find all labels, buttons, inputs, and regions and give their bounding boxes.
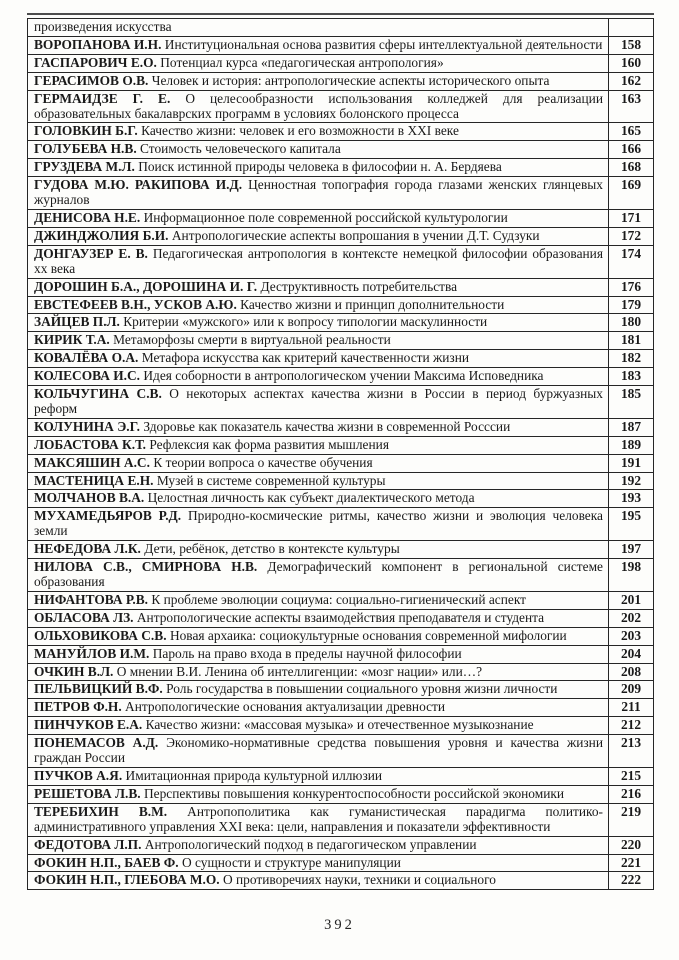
entry-title: Качество жизни: человек и его возможности в XXI веке xyxy=(141,123,459,139)
entry-page: 180 xyxy=(609,314,654,332)
entry-cell xyxy=(28,314,609,332)
entry-cell xyxy=(28,609,609,627)
toc-table-body xyxy=(28,19,654,890)
entry-title: Информационное поле современной российской культурологии xyxy=(143,209,508,225)
entry-title: Институциональная основа развития сферы интеллектуальной деятельности xyxy=(164,36,603,52)
entry-cell xyxy=(28,436,609,454)
entry-authors: ПЕТРОВ Ф.Н. xyxy=(34,699,122,715)
entry-title: Метафора искусства как критерий качественности жизни xyxy=(141,350,470,366)
entry-authors: ОБЛАСОВА ЛЗ. xyxy=(34,609,134,625)
entry-title: произведения искусства xyxy=(34,19,172,34)
entry-title: Стоимость человеческого капитала xyxy=(140,141,341,157)
table-row xyxy=(28,436,654,454)
entry-authors: ГРУЗДЕВА М.Л. xyxy=(34,159,135,175)
table-row xyxy=(28,472,654,490)
entry-title: Дети, ребёнок, детство в контексте культуры xyxy=(144,541,400,557)
entry-page: 165 xyxy=(609,123,654,141)
entry-title: Имитационная природа культурной иллюзии xyxy=(125,767,383,783)
entry-authors: ГЕРМАИДЗЕ Г. Е. xyxy=(34,90,171,106)
table-row xyxy=(28,350,654,368)
entry-cell xyxy=(28,177,609,210)
entry-cell xyxy=(28,72,609,90)
entry-authors: ФОКИН Н.П., ГЛЕБОВА М.О. xyxy=(34,872,220,888)
entry-authors: КИРИК Т.А. xyxy=(34,332,110,348)
entry-authors: МАСТЕНИЦА Е.Н. xyxy=(34,472,154,488)
entry-page: 171 xyxy=(609,209,654,227)
entry-title: Поиск истинной природы человека в философии н. А. Бердяева xyxy=(138,159,502,175)
toc-table xyxy=(27,18,654,890)
entry-cell xyxy=(28,735,609,768)
entry-page: 195 xyxy=(609,508,654,541)
page-footer-number: 392 xyxy=(324,917,355,933)
entry-title: О противоречиях науки, техники и социального xyxy=(223,872,496,888)
entry-page: 185 xyxy=(609,386,654,419)
entry-authors: ГОЛУБЕВА Н.В. xyxy=(34,141,137,157)
entry-title: К теории вопроса о качестве обучения xyxy=(153,454,373,470)
entry-title: Природно-космические ритмы, качество жизни и эволюция человека земли xyxy=(34,508,604,539)
entry-cell xyxy=(28,278,609,296)
entry-page: 182 xyxy=(609,350,654,368)
table-row xyxy=(28,645,654,663)
entry-page: 158 xyxy=(609,36,654,54)
entry-page: 220 xyxy=(609,836,654,854)
entry-page: 162 xyxy=(609,72,654,90)
entry-cell xyxy=(28,368,609,386)
table-row xyxy=(28,159,654,177)
table-row xyxy=(28,767,654,785)
entry-authors: НИЛОВА С.В., СМИРНОВА Н.В. xyxy=(34,559,258,575)
table-row xyxy=(28,591,654,609)
entry-cell xyxy=(28,90,609,123)
entry-authors: ЛОБАСТОВА К.Т. xyxy=(34,436,147,452)
entry-cell xyxy=(28,872,609,890)
entry-cell xyxy=(28,627,609,645)
entry-cell xyxy=(28,591,609,609)
entry-title: Экономико-нормативные средства повышения уровня и качества жизни граждан России xyxy=(34,735,603,766)
entry-authors: МУХАМЕДЬЯРОВ Р.Д. xyxy=(34,508,182,524)
entry-cell xyxy=(28,141,609,159)
entry-cell xyxy=(28,245,609,278)
entry-cell xyxy=(28,559,609,592)
entry-title: Педагогическая антропология в контексте немецкой философии образования хх века xyxy=(34,245,603,276)
entry-cell xyxy=(28,54,609,72)
entry-title: О некоторых аспектах качества жизни в России в период буржуазных реформ xyxy=(34,386,603,416)
table-row xyxy=(28,854,654,872)
entry-authors: ФОКИН Н.П., БАЕВ Ф. xyxy=(34,854,179,870)
table-row xyxy=(28,296,654,314)
entry-page: 189 xyxy=(609,436,654,454)
entry-title: Ценностная топография города глазами женских глянцевых журналов xyxy=(34,177,603,208)
table-row xyxy=(28,386,654,419)
entry-cell xyxy=(28,645,609,663)
entry-title: О сущности и структуре манипуляции xyxy=(181,854,401,870)
entry-title: Антропологические основания актуализации древности xyxy=(125,699,446,715)
entry-cell xyxy=(28,227,609,245)
table-row xyxy=(28,663,654,681)
table-row xyxy=(28,177,654,210)
table-row xyxy=(28,836,654,854)
entry-title: К проблеме эволюции социума: социально-гигиенический аспект xyxy=(151,591,527,607)
entry-title: Целостная личность как субъект диалектического метода xyxy=(147,490,475,506)
entry-cell xyxy=(28,19,609,37)
table-row xyxy=(28,785,654,803)
table-row xyxy=(28,627,654,645)
entry-authors: ГЕРАСИМОВ О.В. xyxy=(34,72,149,88)
table-row xyxy=(28,717,654,735)
entry-cell xyxy=(28,663,609,681)
entry-page: 191 xyxy=(609,454,654,472)
table-row xyxy=(28,541,654,559)
entry-cell xyxy=(28,350,609,368)
entry-title: Критерии «мужского» или к вопросу типологии маскулинности xyxy=(123,314,488,330)
entry-page: 179 xyxy=(609,296,654,314)
entry-cell xyxy=(28,541,609,559)
entry-page: 202 xyxy=(609,609,654,627)
entry-authors: ТЕРЕБИХИН В.М. xyxy=(34,803,168,819)
entry-authors: НЕФЕДОВА Л.К. xyxy=(34,541,141,557)
entry-authors: ДЕНИСОВА Н.Е. xyxy=(34,209,141,225)
entry-title: Метаморфозы смерти в виртуальной реальности xyxy=(113,332,391,348)
entry-cell xyxy=(28,472,609,490)
entry-page: 197 xyxy=(609,541,654,559)
entry-authors: ДЖИНДЖОЛИЯ Б.И. xyxy=(34,227,169,243)
entry-title: Потенциал курса «педагогическая антропология» xyxy=(160,54,444,70)
entry-title: Качество жизни и принцип дополнительности xyxy=(240,296,505,312)
table-row xyxy=(28,454,654,472)
entry-authors: ГАСПАРОВИЧ Е.О. xyxy=(34,54,157,70)
entry-page: 209 xyxy=(609,681,654,699)
entry-title: Качество жизни: «массовая музыка» и отечественное музыкознание xyxy=(145,717,534,733)
entry-authors: ЕВСТЕФЕЕВ В.Н., УСКОВ А.Ю. xyxy=(34,296,237,312)
entry-page: 204 xyxy=(609,645,654,663)
entry-authors: КОЛУНИНА Э.Г. xyxy=(34,418,140,434)
entry-page xyxy=(609,19,654,37)
entry-authors: ВОРОПАНОВА И.Н. xyxy=(34,36,162,52)
entry-authors: КОЛЬЧУГИНА С.В. xyxy=(34,386,162,402)
table-row xyxy=(28,314,654,332)
entry-cell xyxy=(28,490,609,508)
entry-cell xyxy=(28,386,609,419)
entry-cell xyxy=(28,717,609,735)
table-row xyxy=(28,872,654,890)
entry-page: 160 xyxy=(609,54,654,72)
table-row xyxy=(28,123,654,141)
entry-authors: МОЛЧАНОВ В.А. xyxy=(34,490,145,506)
entry-page: 166 xyxy=(609,141,654,159)
entry-page: 168 xyxy=(609,159,654,177)
entry-title: Антропологические аспекты вопрошания в учении Д.Т. Судзуки xyxy=(171,227,540,243)
entry-title: Идея соборности в антропологическом учении Максима Исповедника xyxy=(143,368,544,384)
entry-authors: ПИНЧУКОВ Е.А. xyxy=(34,717,143,733)
entry-title: Антропологические аспекты взаимодействия преподавателя и студента xyxy=(136,609,545,625)
entry-authors: ГОЛОВКИН Б.Г. xyxy=(34,123,138,139)
entry-cell xyxy=(28,785,609,803)
entry-cell xyxy=(28,123,609,141)
entry-title: Перспективы повышения конкурентоспособности российской экономики xyxy=(144,785,565,801)
table-row xyxy=(28,278,654,296)
entry-title: Здоровье как показатель качества жизни в современной Росссии xyxy=(143,418,511,434)
entry-authors: ПЕЛЬВИЦКИЙ В.Ф. xyxy=(34,681,163,697)
entry-cell xyxy=(28,854,609,872)
entry-cell xyxy=(28,36,609,54)
entry-title: Демографический компонент в региональной системе образования xyxy=(34,559,603,589)
entry-title: Музей в системе современной культуры xyxy=(156,472,386,488)
entry-page: 174 xyxy=(609,245,654,278)
entry-page: 192 xyxy=(609,472,654,490)
entry-page: 216 xyxy=(609,785,654,803)
entry-title: Человек и история: антропологические аспекты исторического опыта xyxy=(151,72,550,88)
entry-cell xyxy=(28,209,609,227)
entry-page: 183 xyxy=(609,368,654,386)
table-row xyxy=(28,609,654,627)
entry-page: 203 xyxy=(609,627,654,645)
table-row xyxy=(28,209,654,227)
entry-authors: РЕШЕТОВА Л.В. xyxy=(34,785,141,801)
entry-page: 221 xyxy=(609,854,654,872)
entry-title: Рефлексия как форма развития мышления xyxy=(149,436,389,452)
table-row xyxy=(28,227,654,245)
entry-cell xyxy=(28,418,609,436)
entry-page: 201 xyxy=(609,591,654,609)
entry-cell xyxy=(28,332,609,350)
entry-page: 198 xyxy=(609,559,654,592)
entry-cell xyxy=(28,699,609,717)
entry-page: 193 xyxy=(609,490,654,508)
table-row xyxy=(28,508,654,541)
entry-authors: ПОНЕМАСОВ А.Д. xyxy=(34,735,159,751)
table-row xyxy=(28,90,654,123)
entry-page: 213 xyxy=(609,735,654,768)
entry-authors: ДОРОШИН Б.А., ДОРОШИНА И. Г. xyxy=(34,278,258,294)
entry-title: Антропологический подход в педагогическом управлении xyxy=(144,836,477,852)
entry-page: 212 xyxy=(609,717,654,735)
entry-cell xyxy=(28,296,609,314)
entry-page: 172 xyxy=(609,227,654,245)
table-row xyxy=(28,681,654,699)
table-row xyxy=(28,559,654,592)
entry-page: 222 xyxy=(609,872,654,890)
table-row xyxy=(28,699,654,717)
entry-cell xyxy=(28,681,609,699)
entry-cell xyxy=(28,508,609,541)
entry-authors: МАНУЙЛОВ И.М. xyxy=(34,645,150,661)
entry-page: 187 xyxy=(609,418,654,436)
entry-page: 219 xyxy=(609,803,654,836)
entry-title: О мнении В.И. Ленина об интеллигенции: «мозг нации» или…? xyxy=(116,663,483,679)
entry-authors: ПУЧКОВ А.Я. xyxy=(34,767,123,783)
entry-title: Антропополитика как гуманистическая парадигма политико-административного управления XXI века: цели, направления и показатели эффективности xyxy=(34,803,604,834)
entry-authors: КОЛЕСОВА И.С. xyxy=(34,368,141,384)
entry-page: 208 xyxy=(609,663,654,681)
entry-authors: ОЧКИН В.Л. xyxy=(34,663,114,679)
entry-authors: НИФАНТОВА Р.В. xyxy=(34,591,148,607)
entry-title: О целесообразности использования колледжей для реализации образовательных бакалаврских программ в условиях болонского процесса xyxy=(34,90,603,121)
table-row xyxy=(28,72,654,90)
entry-authors: ГУДОВА М.Ю. РАКИПОВА И.Д. xyxy=(34,177,243,193)
entry-cell xyxy=(28,803,609,836)
entry-page: 163 xyxy=(609,90,654,123)
table-row xyxy=(28,19,654,37)
entry-title: Деструктивность потребительства xyxy=(260,278,458,294)
table-row xyxy=(28,418,654,436)
entry-authors: ОЛЬХОВИКОВА С.В. xyxy=(34,627,167,643)
entry-title: Новая архаика: социокультурные основания современной мифологии xyxy=(169,627,567,643)
entry-title: Роль государства в повышении социального уровня жизни личности xyxy=(166,681,558,697)
entry-authors: КОВАЛЁВА О.А. xyxy=(34,350,139,366)
table-row xyxy=(28,332,654,350)
entry-cell xyxy=(28,159,609,177)
table-row xyxy=(28,803,654,836)
entry-title: Пароль на право входа в пределы научной философии xyxy=(152,645,462,661)
entry-page: 211 xyxy=(609,699,654,717)
entry-authors: ЗАЙЦЕВ П.Л. xyxy=(34,314,120,330)
entry-page: 169 xyxy=(609,177,654,210)
table-row xyxy=(28,735,654,768)
table-row xyxy=(28,490,654,508)
scan-edge-artifact xyxy=(27,13,654,15)
table-row xyxy=(28,54,654,72)
entry-cell xyxy=(28,767,609,785)
entry-page: 215 xyxy=(609,767,654,785)
table-row xyxy=(28,141,654,159)
entry-page: 181 xyxy=(609,332,654,350)
entry-page: 176 xyxy=(609,278,654,296)
entry-cell xyxy=(28,454,609,472)
table-row xyxy=(28,245,654,278)
entry-authors: ФЕДОТОВА Л.П. xyxy=(34,836,142,852)
table-row xyxy=(28,36,654,54)
entry-authors: МАКСЯШИН А.С. xyxy=(34,454,150,470)
table-row xyxy=(28,368,654,386)
entry-authors: ДОНГАУЗЕР Е. В. xyxy=(34,245,148,261)
entry-cell xyxy=(28,836,609,854)
